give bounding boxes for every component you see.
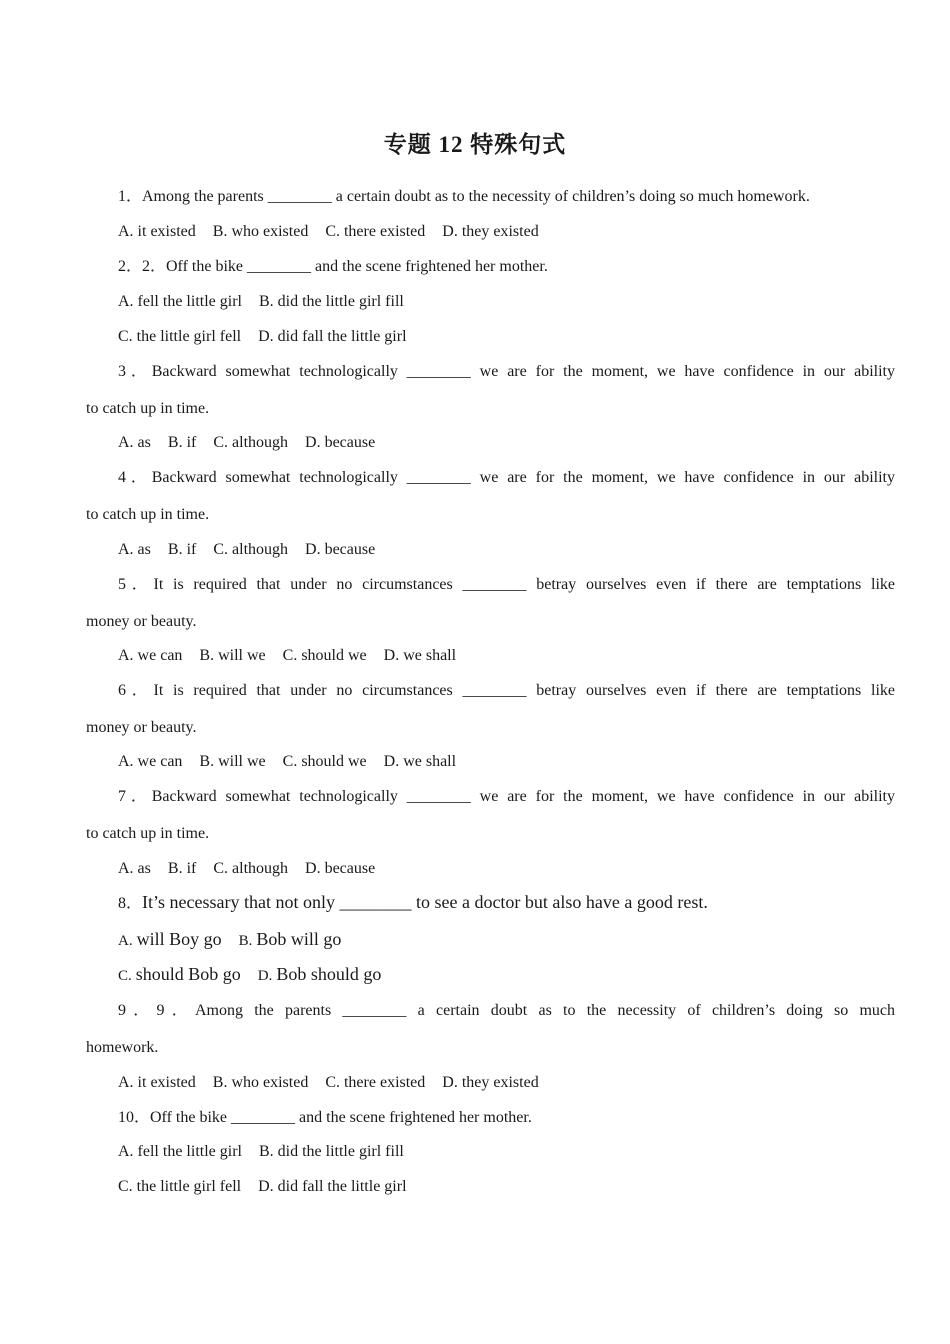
option-d: D. did fall the little girl [258, 328, 407, 345]
option-b: B. will we [199, 647, 266, 664]
question-2-options-cd [86, 327, 895, 347]
option-b: B. if [167, 860, 197, 877]
option-d-letter: D. [257, 968, 273, 984]
question-7-line-2: to catch up in time. [86, 825, 210, 842]
option-c: C. the little girl fell [118, 328, 242, 345]
option-d: D. because [305, 434, 376, 451]
option-c: C. although [213, 434, 289, 451]
question-7-options [86, 859, 895, 879]
option-a: A. we can [118, 753, 183, 770]
option-c: C. although [213, 860, 289, 877]
question-4-options [86, 540, 895, 560]
question-8-number: 8． [118, 895, 143, 912]
question-8-options-cd [86, 964, 895, 986]
option-b: B. did the little girl fill [258, 1143, 404, 1160]
option-a: A. as [118, 860, 151, 877]
question-7-line-1: 7．Backward somewhat technologically ________ we are for the moment, we have confidence in our ability [118, 788, 895, 805]
option-d-text: Bob should go [276, 964, 382, 984]
option-c: C. should we [282, 647, 367, 664]
option-a: A. fell the little girl [118, 293, 242, 310]
option-c-letter: C. [118, 968, 132, 984]
option-a-text: will Boy go [136, 929, 222, 949]
option-a: A. we can [118, 647, 183, 664]
question-8 [86, 892, 895, 914]
option-d: D. they existed [442, 223, 539, 240]
option-d: D. did fall the little girl [258, 1178, 407, 1195]
option-d: D. they existed [442, 1074, 539, 1091]
question-3-line-2: to catch up in time. [86, 400, 210, 417]
option-b: B. who existed [212, 1074, 309, 1091]
question-3-options [86, 433, 895, 453]
question-3-line-1: 3．Backward somewhat technologically ________ we are for the moment, we have confidence in our ability [118, 363, 895, 380]
option-b: B. if [167, 434, 197, 451]
option-d: D. we shall [383, 753, 457, 770]
option-d: D. we shall [383, 647, 457, 664]
option-d: D. because [305, 860, 376, 877]
question-1: 1．Among the parents ________ a certain doubt as to the necessity of children’s doing so much homework. [118, 188, 810, 205]
question-10-options-ab [86, 1142, 895, 1162]
question-5-line-1: 5．It is required that under no circumstances ________ betray ourselves even if there are temptations like [118, 576, 895, 593]
question-5-line-2: money or beauty. [86, 613, 197, 630]
question-8-text: It’s necessary that not only ________ to see a doctor but also have a good rest. [142, 892, 708, 912]
option-c: C. the little girl fell [118, 1178, 242, 1195]
option-a-letter: A. [118, 933, 133, 949]
option-a: A. as [118, 541, 151, 558]
question-10: 10．Off the bike ________ and the scene frightened her mother. [118, 1109, 532, 1126]
option-a: A. it existed [118, 223, 196, 240]
option-b: B. will we [199, 753, 266, 770]
question-10-options-cd [86, 1177, 895, 1197]
option-b: B. did the little girl fill [258, 293, 404, 310]
question-9-options [86, 1073, 895, 1093]
question-5-options [86, 646, 895, 666]
option-a: A. it existed [118, 1074, 196, 1091]
option-c: C. although [213, 541, 289, 558]
option-c: C. there existed [325, 223, 426, 240]
question-4-line-1: 4．Backward somewhat technologically ________ we are for the moment, we have confidence in our ability [118, 469, 895, 486]
question-9-line-2: homework. [86, 1039, 159, 1056]
question-6-line-2: money or beauty. [86, 719, 197, 736]
option-b: B. who existed [212, 223, 309, 240]
option-b-text: Bob will go [256, 929, 342, 949]
question-8-options-ab [86, 929, 895, 951]
question-1-options [86, 222, 895, 242]
option-d: D. because [305, 541, 376, 558]
question-2: 2．2．Off the bike ________ and the scene frightened her mother. [118, 258, 548, 275]
question-2-options-ab [86, 292, 895, 312]
option-b-letter: B. [238, 933, 253, 949]
option-b: B. if [167, 541, 197, 558]
option-c: C. there existed [325, 1074, 426, 1091]
question-6-line-1: 6．It is required that under no circumstances ________ betray ourselves even if there are temptations like [118, 682, 895, 699]
option-a: A. as [118, 434, 151, 451]
question-6-options [86, 752, 895, 772]
page-title: 专题 12 特殊句式 [383, 132, 567, 157]
question-4-line-2: to catch up in time. [86, 506, 210, 523]
option-a: A. fell the little girl [118, 1143, 242, 1160]
option-c: C. should we [282, 753, 367, 770]
question-9-line-1: 9．9．Among the parents ________ a certain doubt as to the necessity of children’s doing so much [118, 1002, 895, 1019]
option-c-text: should Bob go [135, 964, 241, 984]
